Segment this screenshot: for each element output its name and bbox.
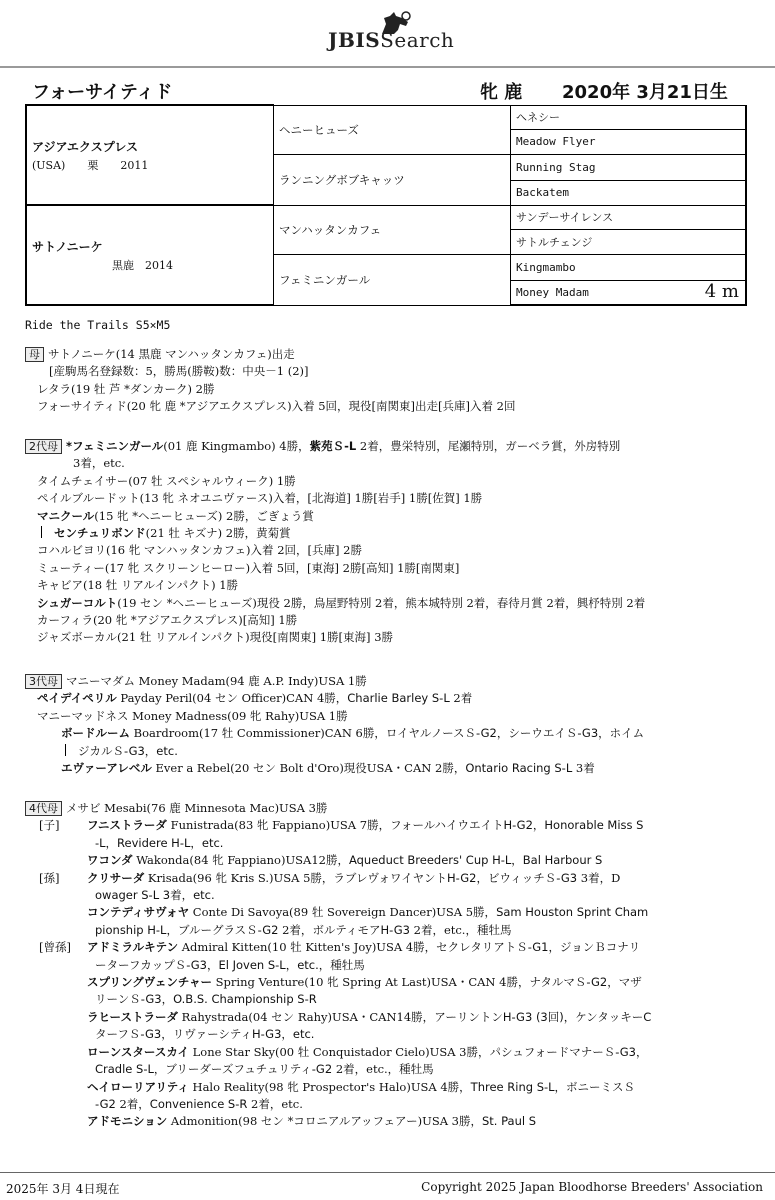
pedigree-sd[interactable]: ランニングボブキャッツ: [274, 154, 511, 205]
dam-line: [産駒馬名登録数：5，勝馬(勝鞍)数：中央－1 (2)]: [49, 364, 309, 379]
dam-line: フォーサイティド(20 牝 鹿 *アジアエクスプレス)入着 5回，現役[南関東]出走[兵庫]入着 2回: [37, 399, 516, 414]
list-item: ローンスタースカイ Lone Star Sky(00 牡 Conquistador Cielo)USA 3勝，パシュフォードマナーＳ-G3，: [87, 1044, 648, 1059]
list-item: [曾孫] アドミラルキテン Admiral Kitten(10 牡 Kitten's Joy)USA 4勝，セクレタリアトＳ-G1，ジョンＢコナリ: [39, 940, 641, 955]
list-item: ミューティー(17 牝 スクリーンヒーロー)入着 5回，[東海] 2勝[高知] 1勝[南関東]: [37, 560, 460, 575]
list-item: ワコンダ Wakonda(84 牝 Fappiano)USA12勝，Aqueduct Breeders' Cup H-L，Bal Harbour S: [87, 853, 603, 868]
list-item: ジカルＳ-G3，etc.: [25, 743, 755, 760]
list-item: センチュリボンド(21 牡 キズナ) 2勝，黄菊賞: [25, 525, 755, 542]
list-item: ラヒーストラーダ Rahystrada(04 セン Rahy)USA・CAN14勝，アーリントンH-G3 (3回)，ケンタッキーC: [87, 1009, 652, 1024]
pedigree-sire[interactable]: アジアエクスプレス (USA) 栗 2011: [26, 105, 274, 205]
list-item: アドモニション Admonition(98 セン *コロニアルアッフェアー)USA 3勝，St. Paul S: [87, 1114, 537, 1129]
inbreeding-note: Ride the Trails S5×M5: [25, 318, 171, 332]
family-number: 4 m: [704, 280, 739, 302]
footer-date: 2025年 3月 4日現在: [6, 1182, 120, 1196]
list-item: [孫] クリサーダ Krisada(96 牝 Kris S.)USA 5勝，ラブレヴォワイヤントH-G2，ビウィッチＳ-G3 3着，D: [39, 870, 621, 885]
dam-line: サトノニーケ(14 黒鹿 マンハッタンカフェ)出走: [48, 347, 295, 361]
pedigree-ds[interactable]: マンハッタンカフェ: [274, 205, 511, 254]
list-item: [子] フニストラーダ Funistrada(83 牝 Fappiano)USA 7勝，フォールハイウエイトH-G2，Honorable Miss S: [39, 818, 644, 833]
list-item: コハルビヨリ(16 牝 マンハッタンカフェ)入着 2回，[兵庫] 2勝: [37, 543, 362, 558]
dam-tag: 母: [25, 347, 44, 362]
pedigree-ddd[interactable]: Money Madam 4 m: [511, 280, 747, 305]
list-item: キャビア(18 牡 リアルインパクト) 1勝: [37, 578, 239, 593]
pedigree-sss[interactable]: ヘネシー: [511, 105, 747, 130]
list-item: ペイルブルードット(13 牝 ネオユニヴァース)入着，[北海道] 1勝[岩手] 1勝[佐賀] 1勝: [37, 491, 483, 506]
second-dam-tag: 2代母: [25, 439, 62, 454]
list-item: マニーマッドネス Money Madness(09 牝 Rahy)USA 1勝: [37, 708, 348, 723]
horse-birth-date: 2020年 3月21日生: [562, 82, 728, 103]
list-item: ジャズボーカル(21 牡 リアルインパクト)現役[南関東] 1勝[東海] 3勝: [37, 630, 394, 645]
fourth-dam-section: 4代母 メサビ Mesabi(76 鹿 Minnesota Mac)USA 3勝 [子] フニストラーダ Funistrada(83 牝 Fappiano)USA 7勝，フォールハイウエイトH-G2，Honorable Miss S -L，Revidere H-L，etc. ワコンダ Wakonda(84 牝 Fappiano)USA12勝，Aqueduct Breeders' Cup H-L，Bal Harbour S [孫] クリサーダ Krisada(96 牝 Kris S.)USA 5勝，ラブレヴォワイヤントH-G2，ビウィッチＳ-G3 3着，D owager S-L 3着，etc. コンテディサヴォヤ Conte Di Savoya(89 牡 Sovereign Dancer)USA 5勝，Sam Houston Sprint Cham pionship H-L，ブルーグラスＳ-G2 2着，ボルティモアH-G3 2着，etc.，種牡馬 [曾孫] アドミラルキテン Admiral Kitten(10 牡 Kitten's Joy)USA 4勝，セクレタリアトＳ-G1，ジョンＢコナリ ーターフカップＳ-G3，El Joven S-L，etc.，種牡馬 スプリングヴェンチャー Spring Venture(10 牝 Spring At Last)USA・CAN 4勝，ナタルマＳ-G2，マザ リーンＳ-G3，O.B.S. Championship S-R ラヒーストラーダ Rahystrada(04 セン Rahy)USA・CAN14勝，アーリントンH-G3 (3回)，ケンタッキーC ターフＳ-G3，リヴァーシティH-G3，etc. ローンスタースカイ Lone Star Sky(00 牡 Conquistador Cielo)USA 3勝，パシュフォードマナーＳ-G3， Cradle S-L，ブリーダーズフュチュリティ-G2 2着，etc.，種牡馬 ヘイローリアリティ Halo Reality(98 牝 Prospector's Halo)USA 4勝，Three Ring S-L，ボニーミスＳ -G2 2着，Convenience S-R 2着，etc. アドモニション Admonition(98 セン *コロニアルアッフェアー)USA 3勝，St. Paul S: [25, 800, 755, 1131]
pedigree-sdd[interactable]: Backatem: [511, 181, 747, 206]
jbis-logo[interactable]: [318, 10, 468, 54]
horse-header: [32, 78, 743, 102]
list-item: スプリングヴェンチャー Spring Venture(10 牝 Spring At Last)USA・CAN 4勝，ナタルマＳ-G2，マザ: [87, 975, 642, 990]
fourth-dam-tag: 4代母: [25, 801, 62, 816]
header-divider: [0, 66, 775, 68]
pedigree-dsd[interactable]: サトルチェンジ: [511, 230, 747, 255]
third-dam-tag: 3代母: [25, 674, 62, 689]
dam-line: レタラ(19 牡 芦 *ダンカーク) 2勝: [37, 381, 215, 396]
list-item: マニクール(15 牝 *ヘニーヒューズ) 2勝，ごぎょう賞: [37, 508, 314, 523]
list-item: シュガーコルト(19 セン *ヘニーヒューズ)現役 2勝，鳥屋野特別 2着，熊本城特別 2着，春待月賞 2着，興杼特別 2着: [37, 595, 646, 610]
list-item: コンテディサヴォヤ Conte Di Savoya(89 牡 Sovereign Dancer)USA 5勝，Sam Houston Sprint Cham: [87, 905, 649, 920]
third-dam-section: 3代母 マニーマダム Money Madam(94 鹿 A.P. Indy)USA 1勝 ペイデイペリル Payday Peril(04 セン Officer)CAN 4勝，Charlie Barley S-L 2着 マニーマッドネス Money Madness(09 牝 Rahy)USA 1勝 ボードルーム Boardroom(17 牡 Commissioner)CAN 6勝，ロイヤルノースＳ-G2，シーウエイＳ-G3，ホイム ジカルＳ-G3，etc. エヴァーアレベル Ever a Rebel(20 セン Bolt d'Oro)現役USA・CAN 2勝，Ontario Racing S-L 3着: [25, 673, 755, 777]
footer-copyright: Copyright 2025 Japan Bloodhorse Breeders' Association: [421, 1180, 763, 1194]
pedigree-dam[interactable]: サトノニーケ 黒鹿 2014: [26, 205, 274, 305]
pedigree-dss[interactable]: サンデーサイレンス: [511, 205, 747, 230]
horse-name: フォーサイティド: [32, 82, 173, 103]
dam-section: [25, 346, 755, 416]
horse-sex-color: 牝 鹿: [480, 82, 523, 103]
list-item: ボードルーム Boardroom(17 牡 Commissioner)CAN 6勝，ロイヤルノースＳ-G2，シーウエイＳ-G3，ホイム: [61, 726, 645, 741]
list-item: ヘイローリアリティ Halo Reality(98 牝 Prospector's Halo)USA 4勝，Three Ring S-L，ボニーミスＳ: [87, 1079, 636, 1094]
pedigree-ssd[interactable]: Meadow Flyer: [511, 130, 747, 155]
pedigree-ss[interactable]: ヘニーヒューズ: [274, 105, 511, 154]
pedigree-dds[interactable]: Kingmambo: [511, 254, 747, 280]
footer-divider: [0, 1172, 775, 1173]
logo-text: JBISSearch: [328, 28, 455, 52]
pedigree-dd[interactable]: フェミニンガール: [274, 254, 511, 305]
pedigree-sds[interactable]: Running Stag: [511, 154, 747, 181]
list-item: エヴァーアレベル Ever a Rebel(20 セン Bolt d'Oro)現役USA・CAN 2勝，Ontario Racing S-L 3着: [61, 761, 595, 776]
list-item: タイムチェイサー(07 牡 スペシャルウィーク) 1勝: [37, 473, 296, 488]
second-dam-section: 2代母 *フェミニンガール(01 鹿 Kingmambo) 4勝，紫苑Ｓ-L 2着，豊栄特別，尾瀬特別，ガーベラ賞，外房特別 3着，etc. タイムチェイサー(07 牡 スペシャルウィーク) 1勝 ペイルブルードット(13 牝 ネオユニヴァース)入着，[北海道] 1勝[岩手] 1勝[佐賀] 1勝 マニクール(15 牝 *ヘニーヒューズ) 2勝，ごぎょう賞 センチュリボンド(21 牡 キズナ) 2勝，黄菊賞 コハルビヨリ(16 牝 マンハッタンカフェ)入着 2回，[兵庫] 2勝 ミューティー(17 牝 スクリーンヒーロー)入着 5回，[東海] 2勝[高知] 1勝[南関東] キャビア(18 牡 リアルインパクト) 1勝 シュガーコルト(19 セン *ヘニーヒューズ)現役 2勝，鳥屋野特別 2着，熊本城特別 2着，春待月賞 2着，興杼特別 2着 カーフィラ(20 牝 *アジアエクスプレス)[高知] 1勝 ジャズボーカル(21 牡 リアルインパクト)現役[南関東] 1勝[東海] 3勝: [25, 438, 755, 647]
pedigree-table: [25, 104, 747, 306]
list-item: ペイデイペリル Payday Peril(04 セン Officer)CAN 4勝，Charlie Barley S-L 2着: [37, 691, 473, 706]
list-item: カーフィラ(20 牝 *アジアエクスプレス)[高知] 1勝: [37, 613, 298, 628]
